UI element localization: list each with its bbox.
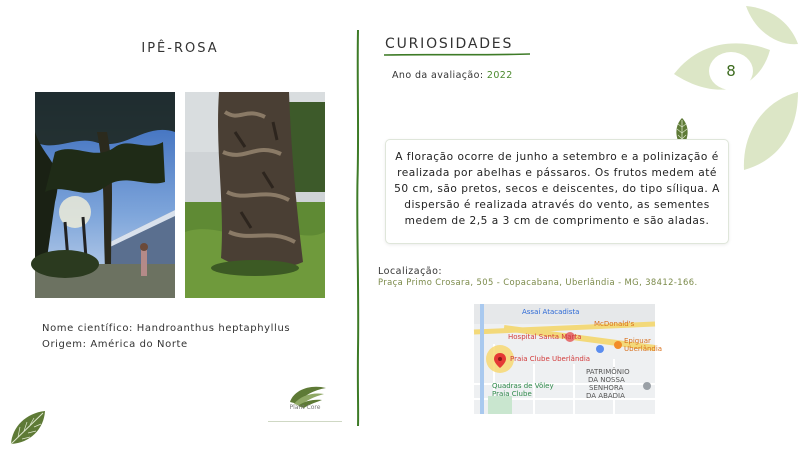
decorative-leaf-bottom-left — [8, 407, 48, 447]
logo-text: Plant Core — [289, 404, 321, 411]
map-label-patrimonio-2: DA NOSSA — [588, 376, 625, 384]
map-label-patrimonio-4: DA ABADIA — [586, 392, 625, 400]
evaluation-year — [392, 70, 513, 81]
section-title: CURIOSIDADES — [385, 36, 514, 52]
tree-trunk-photo — [185, 92, 325, 298]
map-label-epiguar-city: Uberlândia — [624, 345, 663, 353]
year-label: Ano da avaliação: — [392, 70, 487, 81]
year-value: 2022 — [486, 70, 513, 81]
location-map[interactable] — [474, 304, 663, 414]
map-label-mcdonalds: McDonald's — [594, 320, 635, 328]
species-title: IPÊ-ROSA — [141, 41, 219, 56]
page-divider — [355, 30, 361, 426]
map-label-quadras-1: Quadras de Vôley — [492, 382, 554, 390]
map-label-epiguar: Epiguar — [624, 337, 651, 345]
map-label-patrimonio-3: SENHORA — [589, 384, 624, 392]
logo-underline — [268, 421, 342, 422]
map-label-assai: Assaí Atacadista — [522, 308, 580, 316]
map-label-praia: Praia Clube Uberlândia — [510, 355, 591, 363]
map-label-quadras-2: Praia Clube — [492, 390, 532, 398]
tree-canopy-photo — [35, 92, 175, 298]
location-label: Localização: — [378, 266, 443, 277]
page-number-badge: 8 — [709, 52, 753, 90]
plant-core-logo — [268, 382, 342, 422]
map-label-patrimonio-1: PATRIMÔNIO — [586, 368, 630, 376]
curiosities-text: A floração ocorre de junho a setembro e a polinização é realizada por abelhas e pássaros. Os frutos medem até 50 cm, são pretos, secos e deiscentes, do tipo síliqua. A dispersão é realizada através do vento, as sementes medem de 2,5 a 3 cm de comprimento e são aladas. — [394, 151, 720, 227]
location-address: Praça Primo Crosara, 505 - Copacabana, Uberlândia - MG, 38412-166. — [378, 277, 698, 287]
map-label-hospital: Hospital Santa Marta — [508, 333, 582, 341]
title-underline — [384, 53, 530, 56]
scientific-name: Nome científico: Handroanthus heptaphyllus — [42, 323, 291, 334]
origin: Origem: América do Norte — [42, 339, 188, 350]
